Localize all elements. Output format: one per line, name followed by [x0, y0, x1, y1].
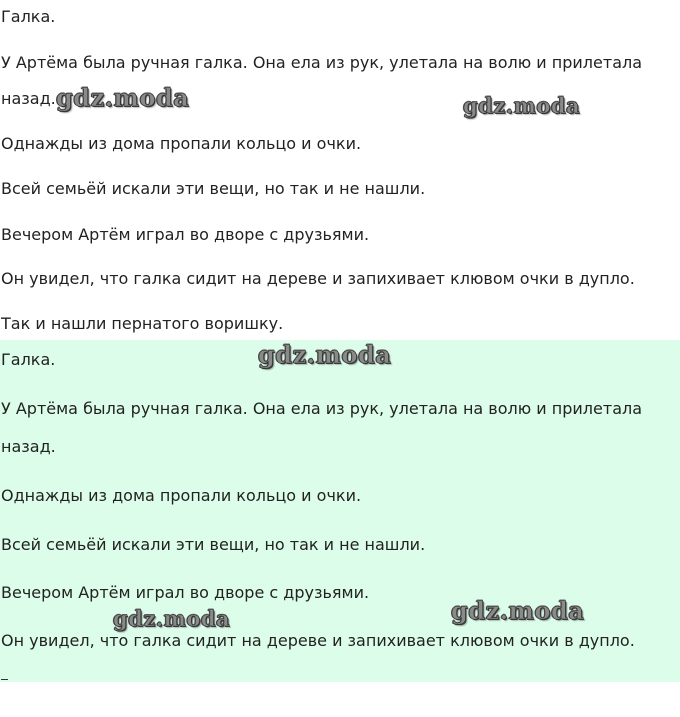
paragraph-line: Всей семьёй искали эти вещи, но так и не нашли.	[1, 535, 426, 554]
text-block-plain	[0, 0, 680, 340]
paragraph-line: Однажды из дома пропали кольцо и очки.	[1, 134, 362, 153]
paragraph-line: Он увидел, что галка сидит на дереве и запихивает клювом очки в дупло.	[1, 631, 635, 650]
paragraph-title: Галка.	[1, 350, 56, 369]
watermark-logo: gdz.moda	[258, 340, 392, 369]
watermark-logo: gdz.moda	[463, 93, 581, 118]
watermark-logo: gdz.moda	[56, 83, 190, 112]
trailing-dash	[1, 679, 8, 680]
paragraph-line: Всей семьёй искали эти вещи, но так и не нашли.	[1, 179, 426, 198]
paragraph-line: Он увидел, что галка сидит на дереве и запихивает клювом очки в дупло.	[1, 269, 635, 288]
paragraph-line: Вечером Артём играл во дворе с друзьями.	[1, 225, 370, 244]
watermark-logo: gdz.moda	[113, 606, 231, 631]
paragraph-line: назад.	[1, 89, 56, 108]
paragraph-line: У Артёма была ручная галка. Она ела из рук, улетала на волю и прилетала	[1, 399, 643, 418]
paragraph-title: Галка.	[1, 7, 56, 26]
paragraph-line: Вечером Артём играл во дворе с друзьями.	[1, 583, 370, 602]
paragraph-line: У Артёма была ручная галка. Она ела из рук, улетала на волю и прилетала	[1, 53, 643, 72]
watermark-logo: gdz.moda	[451, 596, 585, 625]
paragraph-line: назад.	[1, 437, 56, 456]
paragraph-line: Однажды из дома пропали кольцо и очки.	[1, 486, 362, 505]
paragraph-line: Так и нашли пернатого воришку.	[1, 314, 284, 333]
